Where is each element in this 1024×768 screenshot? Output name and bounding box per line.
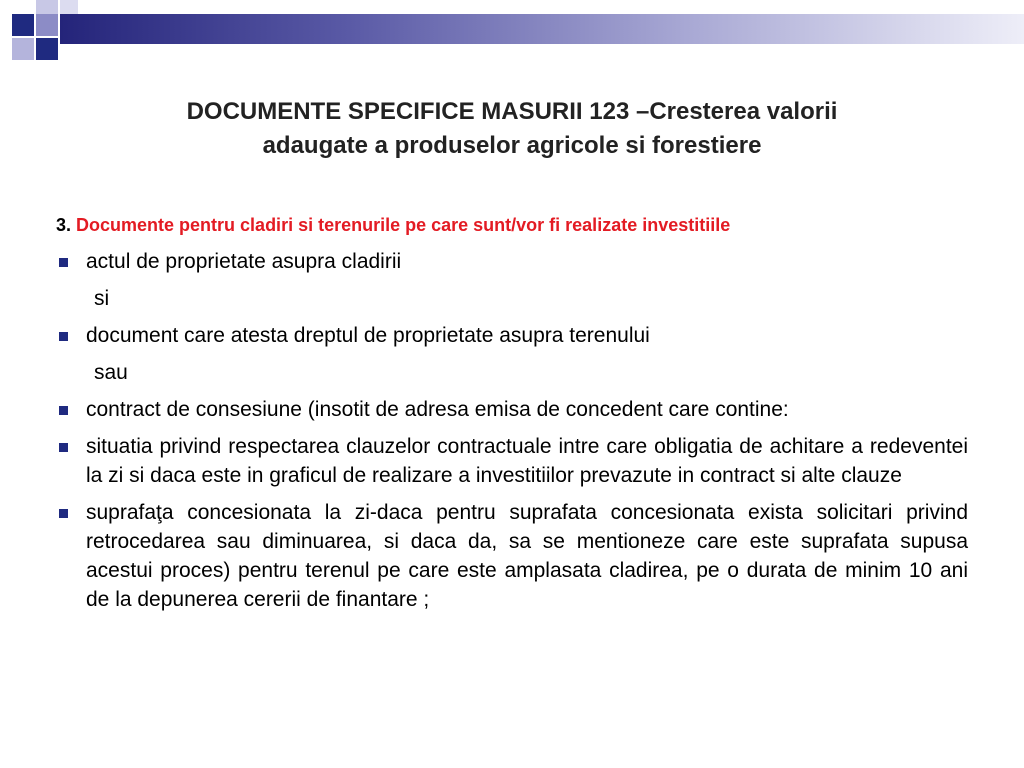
list-item-text: situatia privind respectarea clauzelor contractuale intre care obligatia de achitare a redeventei la zi si daca este in graficul de realizare a investitiilor prevazute in contract si alte clauze bbox=[86, 435, 968, 487]
decor-square bbox=[36, 0, 58, 14]
list-item bbox=[56, 432, 968, 490]
section-number: 3. bbox=[56, 215, 72, 235]
slide-body bbox=[56, 211, 968, 622]
conjunction-text: sau bbox=[94, 361, 128, 384]
section-heading bbox=[56, 211, 968, 239]
decor-square bbox=[60, 0, 78, 14]
list-item-text: actul de proprietate asupra cladirii bbox=[86, 250, 402, 273]
slide-title-line2: adaugate a produselor agricole si forestiere bbox=[262, 132, 762, 159]
header-gradient-bar bbox=[60, 14, 1024, 44]
list-item-text: suprafaţa concesionata la zi-daca pentru suprafata concesionata exista solicitari privind retrocedarea sau diminuarea, si daca da, sa se mentioneze care este suprafata supusa acestui proces) pentru terenul pe care este amplasata cladirea, pe o durata de minim 10 ani de la depunerea cererii de finantare ; bbox=[86, 501, 968, 611]
slide-title-line1: DOCUMENTE SPECIFICE MASURII 123 –Cresterea valorii bbox=[186, 98, 838, 125]
decor-square bbox=[36, 14, 58, 36]
list-item-text: contract de consesiune (insotit de adresa emisa de concedent care contine: bbox=[86, 398, 789, 421]
decor-square bbox=[12, 38, 34, 60]
decor-square bbox=[36, 38, 58, 60]
conjunction-text: si bbox=[94, 287, 110, 310]
list-item bbox=[56, 321, 968, 350]
square-bullet-icon bbox=[59, 258, 68, 267]
list-item bbox=[56, 395, 968, 424]
list-item bbox=[56, 247, 968, 276]
list-item bbox=[56, 498, 968, 614]
decor-square bbox=[12, 14, 34, 36]
section-heading-text: Documente pentru cladiri si terenurile pe care sunt/vor fi realizate investitiile bbox=[76, 215, 731, 235]
square-bullet-icon bbox=[59, 332, 68, 341]
square-bullet-icon bbox=[59, 443, 68, 452]
square-bullet-icon bbox=[59, 406, 68, 415]
square-bullet-icon bbox=[59, 509, 68, 518]
slide-title bbox=[60, 95, 964, 163]
list-item-text: document care atesta dreptul de proprietate asupra terenului bbox=[86, 324, 650, 347]
